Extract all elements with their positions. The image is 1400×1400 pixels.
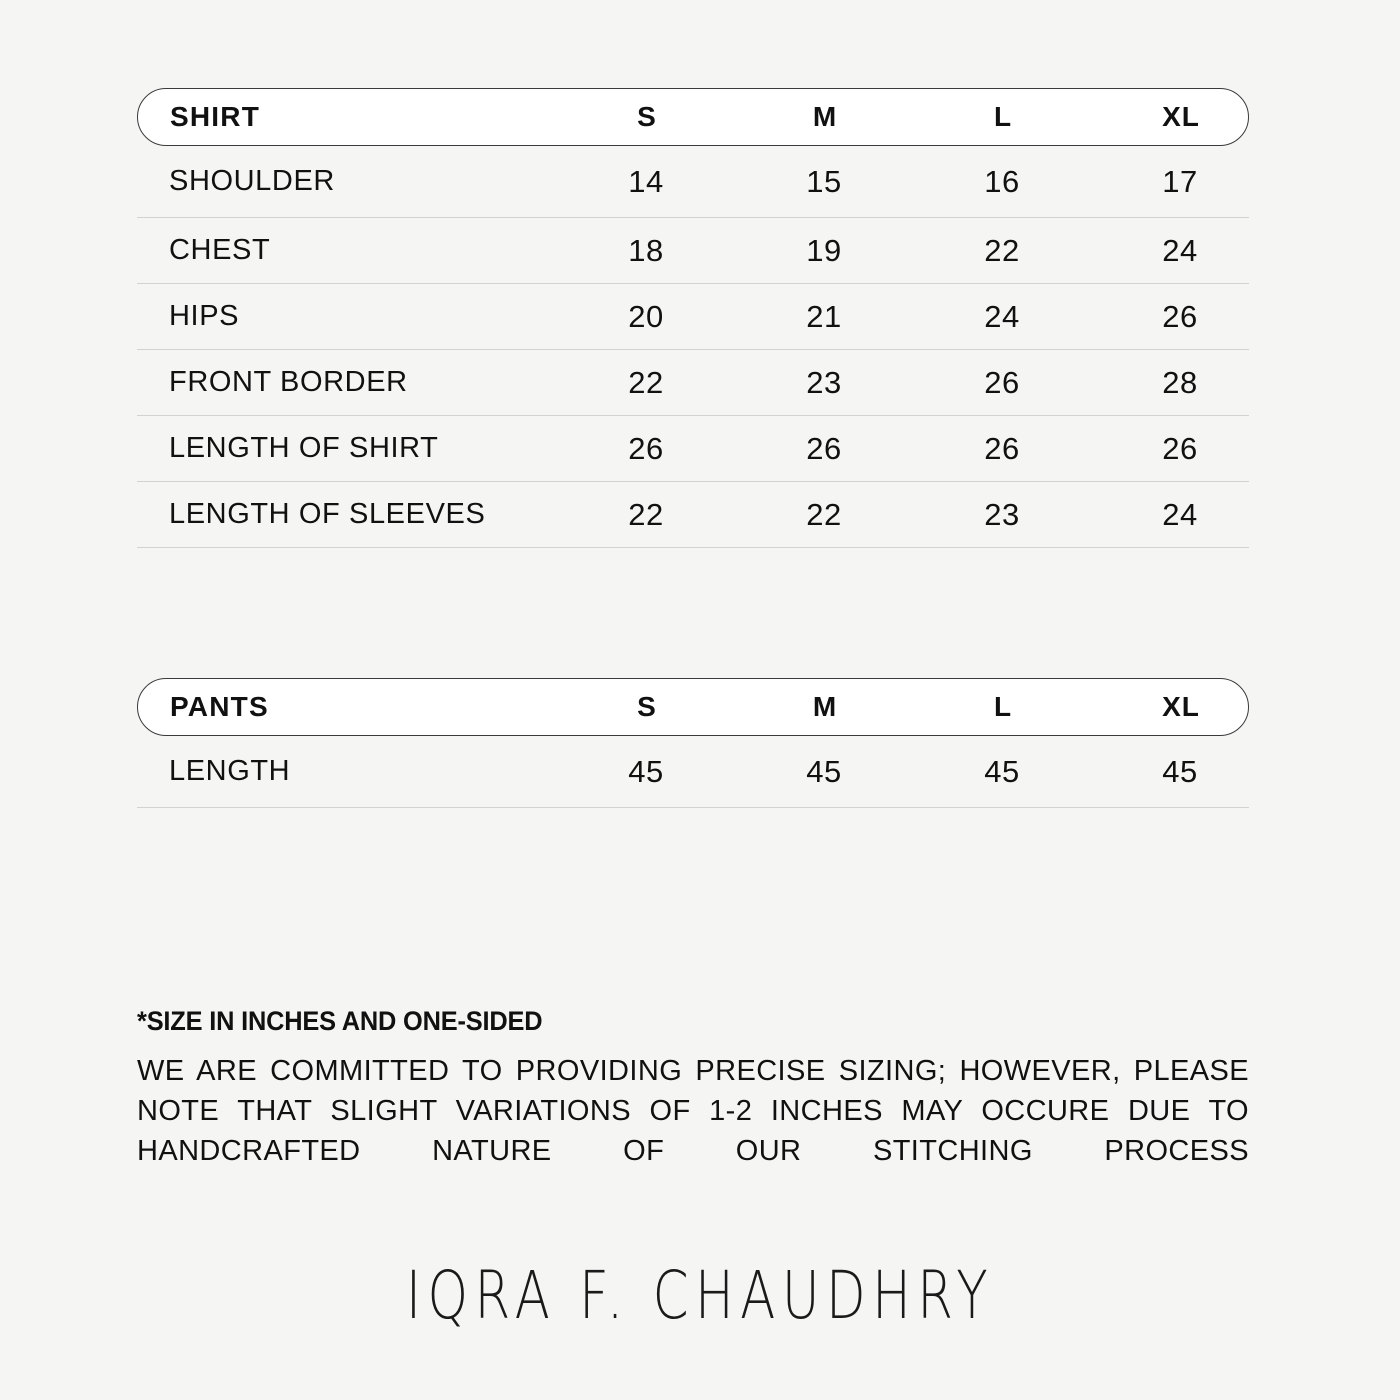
brand-logo: IQRA F. CHAUDHRY [405, 1258, 995, 1335]
pants-table-title: PANTS [170, 691, 269, 722]
row-value-l: 22 [984, 232, 1020, 268]
shirt-size-table [137, 88, 1249, 548]
pants-size-table [137, 678, 1249, 808]
column-header-l: L [993, 101, 1013, 132]
row-label: CHEST [169, 234, 271, 266]
row-label: SHOULDER [169, 165, 335, 197]
row-value-xl: 45 [1162, 753, 1198, 789]
row-value-l: 26 [984, 430, 1020, 466]
column-header-xl: XL [1162, 101, 1200, 132]
pants-table-header-pill [137, 678, 1249, 736]
row-label: LENGTH OF SLEEVES [169, 498, 486, 530]
row-value-m: 22 [806, 496, 842, 532]
sizing-notes-heading: *SIZE IN INCHES AND ONE-SIDED [137, 1006, 543, 1036]
column-header-m: M [812, 691, 838, 722]
row-value-s: 26 [628, 430, 664, 466]
table-row [137, 146, 1249, 218]
table-row [137, 482, 1249, 548]
row-value-s: 18 [628, 232, 664, 268]
shirt-table-header-pill [137, 88, 1249, 146]
row-value-xl: 24 [1162, 496, 1198, 532]
row-value-l: 23 [984, 496, 1020, 532]
row-value-xl: 26 [1162, 430, 1198, 466]
row-value-m: 45 [806, 753, 842, 789]
row-value-s: 22 [628, 364, 664, 400]
column-header-xl: XL [1162, 691, 1200, 722]
row-label: LENGTH [169, 755, 291, 787]
row-value-s: 22 [628, 496, 664, 532]
row-value-s: 20 [628, 298, 664, 334]
row-value-m: 21 [806, 298, 842, 334]
row-label: LENGTH OF SHIRT [169, 432, 439, 464]
row-value-xl: 26 [1162, 298, 1198, 334]
row-value-l: 45 [984, 753, 1020, 789]
shirt-table-title: SHIRT [170, 101, 260, 132]
row-value-xl: 17 [1162, 163, 1198, 199]
table-row [137, 284, 1249, 350]
row-value-xl: 24 [1162, 232, 1198, 268]
row-value-m: 19 [806, 232, 842, 268]
row-value-m: 15 [806, 163, 842, 199]
table-row [137, 416, 1249, 482]
row-value-l: 24 [984, 298, 1020, 334]
row-value-m: 23 [806, 364, 842, 400]
row-value-l: 16 [984, 163, 1020, 199]
column-header-l: L [993, 691, 1013, 722]
row-value-s: 14 [628, 163, 664, 199]
table-row [137, 736, 1249, 808]
column-header-s: S [637, 691, 657, 722]
table-row [137, 218, 1249, 284]
sizing-notes-body: WE ARE COMMITTED TO PROVIDING PRECISE SIZING; HOWEVER, PLEASE NOTE THAT SLIGHT VARIATIONS OF 1-2 INCHES MAY OCCURE DUE TO HANDCRAFTED NATURE OF OUR STITCHING PROCESS [137, 1055, 1249, 1167]
row-label: HIPS [169, 300, 240, 332]
row-value-xl: 28 [1162, 364, 1198, 400]
row-label: FRONT BORDER [169, 366, 408, 398]
sizing-notes [137, 1006, 1249, 1211]
row-value-l: 26 [984, 364, 1020, 400]
column-header-m: M [812, 101, 838, 132]
row-value-s: 45 [628, 753, 664, 789]
column-header-s: S [637, 101, 657, 132]
row-value-m: 26 [806, 430, 842, 466]
table-row [137, 350, 1249, 416]
